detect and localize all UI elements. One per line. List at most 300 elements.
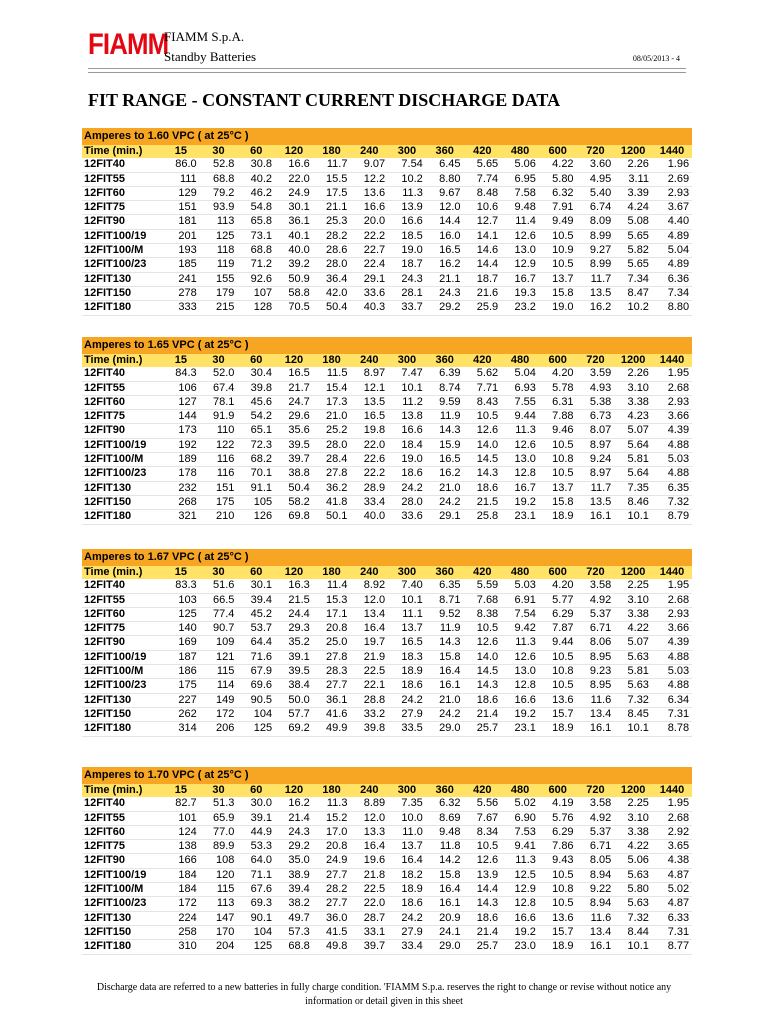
table-row [82, 797, 692, 811]
time-header-cell: 480 [501, 784, 539, 797]
current-value: 10.8 [539, 665, 577, 679]
battery-model: 12FIT130 [82, 481, 162, 495]
table-row [82, 636, 692, 650]
time-header-cell: 240 [350, 784, 388, 797]
current-value: 5.80 [614, 883, 652, 897]
current-value: 15.8 [426, 650, 464, 664]
battery-model: 12FIT55 [82, 172, 162, 186]
current-value: 50.9 [275, 272, 313, 286]
current-value: 38.2 [275, 897, 313, 911]
current-value: 21.6 [464, 286, 502, 300]
current-value: 113 [200, 897, 238, 911]
current-value: 7.68 [464, 593, 502, 607]
current-value: 45.2 [237, 607, 275, 621]
time-header-cell: 180 [313, 784, 351, 797]
current-value: 232 [162, 481, 200, 495]
current-value: 201 [162, 229, 200, 243]
current-value: 30.0 [237, 797, 275, 811]
current-value: 10.2 [614, 301, 652, 315]
time-label: Time (min.) [82, 784, 162, 797]
current-value: 10.8 [539, 883, 577, 897]
current-value: 11.3 [388, 186, 426, 200]
current-value: 27.9 [388, 925, 426, 939]
current-value: 15.8 [539, 286, 577, 300]
current-value: 10.2 [388, 172, 426, 186]
current-value: 9.52 [426, 607, 464, 621]
current-value: 6.36 [652, 272, 692, 286]
current-value: 2.92 [652, 825, 692, 839]
current-value: 5.56 [464, 797, 502, 811]
current-value: 22.4 [350, 258, 388, 272]
current-value: 16.6 [350, 201, 388, 215]
current-value: 7.67 [464, 811, 502, 825]
table-row [82, 897, 692, 911]
current-value: 4.39 [652, 636, 692, 650]
current-value: 5.65 [464, 158, 502, 172]
current-value: 8.79 [652, 510, 692, 524]
time-header-cell: 15 [162, 145, 200, 158]
current-value: 321 [162, 510, 200, 524]
current-value: 22.1 [350, 679, 388, 693]
time-header-cell: 60 [237, 784, 275, 797]
current-value: 178 [162, 467, 200, 481]
current-value: 28.9 [350, 481, 388, 495]
current-value: 65.1 [237, 424, 275, 438]
current-value: 144 [162, 410, 200, 424]
time-header-cell: 1200 [614, 145, 652, 158]
time-header-cell: 180 [313, 566, 351, 579]
current-value: 16.1 [577, 722, 615, 736]
time-header-cell: 180 [313, 354, 351, 367]
time-label: Time (min.) [82, 145, 162, 158]
header-rule-top [88, 68, 686, 69]
current-value: 92.6 [237, 272, 275, 286]
battery-model: 12FIT55 [82, 593, 162, 607]
current-value: 5.38 [577, 395, 615, 409]
current-value: 17.1 [313, 607, 351, 621]
current-value: 3.10 [614, 593, 652, 607]
current-value: 10.9 [539, 244, 577, 258]
current-value: 1.95 [652, 367, 692, 381]
current-value: 64.0 [237, 854, 275, 868]
current-value: 4.89 [652, 258, 692, 272]
current-value: 2.25 [614, 797, 652, 811]
time-header-cell: 600 [539, 145, 577, 158]
current-value: 5.02 [501, 797, 539, 811]
current-value: 179 [200, 286, 238, 300]
current-value: 8.80 [652, 301, 692, 315]
time-header-cell: 360 [426, 784, 464, 797]
current-value: 4.38 [652, 854, 692, 868]
time-header-cell: 300 [388, 566, 426, 579]
current-value: 13.4 [577, 925, 615, 939]
current-value: 58.2 [275, 495, 313, 509]
current-value: 8.80 [426, 172, 464, 186]
current-value: 115 [200, 883, 238, 897]
current-value: 24.3 [426, 286, 464, 300]
current-value: 91.1 [237, 481, 275, 495]
current-value: 12.1 [350, 381, 388, 395]
current-value: 5.04 [652, 244, 692, 258]
current-value: 69.3 [237, 897, 275, 911]
current-value: 33.6 [388, 510, 426, 524]
time-header-cell: 1200 [614, 566, 652, 579]
current-value: 5.03 [652, 665, 692, 679]
battery-model: 12FIT180 [82, 301, 162, 315]
current-value: 8.06 [577, 636, 615, 650]
current-value: 50.4 [275, 481, 313, 495]
current-value: 7.88 [539, 410, 577, 424]
current-value: 25.7 [464, 722, 502, 736]
current-value: 39.7 [275, 453, 313, 467]
time-header-row [82, 566, 692, 579]
current-value: 14.4 [464, 883, 502, 897]
current-value: 12.5 [501, 868, 539, 882]
current-value: 70.5 [275, 301, 313, 315]
current-value: 6.31 [539, 395, 577, 409]
current-value: 67.9 [237, 665, 275, 679]
current-value: 14.2 [426, 854, 464, 868]
current-value: 8.47 [614, 286, 652, 300]
current-value: 8.48 [464, 186, 502, 200]
current-value: 16.5 [426, 453, 464, 467]
current-value: 12.0 [350, 593, 388, 607]
current-value: 19.2 [501, 495, 539, 509]
current-value: 2.68 [652, 381, 692, 395]
current-value: 124 [162, 825, 200, 839]
current-value: 105 [237, 495, 275, 509]
header-rule-bottom [88, 72, 686, 73]
current-value: 7.54 [501, 607, 539, 621]
current-value: 68.2 [237, 453, 275, 467]
current-value: 68.8 [200, 172, 238, 186]
current-value: 4.87 [652, 897, 692, 911]
current-value: 41.8 [313, 495, 351, 509]
current-value: 13.4 [577, 707, 615, 721]
current-value: 5.07 [614, 636, 652, 650]
current-value: 22.2 [350, 229, 388, 243]
current-value: 4.88 [652, 438, 692, 452]
current-value: 33.4 [388, 940, 426, 954]
current-value: 15.8 [539, 495, 577, 509]
current-value: 149 [200, 693, 238, 707]
battery-model: 12FIT90 [82, 215, 162, 229]
current-value: 28.8 [350, 693, 388, 707]
current-value: 71.2 [237, 258, 275, 272]
current-value: 13.6 [539, 693, 577, 707]
current-value: 125 [237, 940, 275, 954]
current-value: 16.5 [350, 410, 388, 424]
current-value: 7.31 [652, 925, 692, 939]
current-value: 28.0 [388, 495, 426, 509]
current-value: 103 [162, 593, 200, 607]
current-value: 5.07 [614, 424, 652, 438]
current-value: 9.41 [501, 840, 539, 854]
current-value: 258 [162, 925, 200, 939]
current-value: 4.24 [614, 201, 652, 215]
current-value: 2.69 [652, 172, 692, 186]
battery-model: 12FIT90 [82, 854, 162, 868]
time-header-cell: 360 [426, 566, 464, 579]
current-value: 6.29 [539, 607, 577, 621]
current-value: 17.3 [313, 395, 351, 409]
current-value: 10.5 [539, 438, 577, 452]
table-row [82, 438, 692, 452]
current-value: 18.6 [388, 679, 426, 693]
current-value: 16.6 [275, 158, 313, 172]
time-header-cell: 30 [200, 354, 238, 367]
current-value: 57.3 [275, 925, 313, 939]
table-row [82, 381, 692, 395]
current-value: 11.3 [313, 797, 351, 811]
table-row [82, 215, 692, 229]
current-value: 10.5 [539, 229, 577, 243]
current-value: 172 [200, 707, 238, 721]
current-value: 39.8 [350, 722, 388, 736]
current-value: 4.22 [539, 158, 577, 172]
current-value: 25.8 [464, 510, 502, 524]
battery-model: 12FIT40 [82, 367, 162, 381]
current-value: 11.3 [501, 636, 539, 650]
current-value: 90.1 [237, 911, 275, 925]
current-value: 23.1 [501, 510, 539, 524]
table-row [82, 510, 692, 524]
battery-model: 12FIT100/19 [82, 229, 162, 243]
current-value: 6.74 [577, 201, 615, 215]
current-value: 206 [200, 722, 238, 736]
current-value: 27.7 [313, 897, 351, 911]
current-value: 16.5 [388, 636, 426, 650]
current-value: 27.7 [313, 679, 351, 693]
current-value: 44.9 [237, 825, 275, 839]
current-value: 24.3 [275, 825, 313, 839]
current-value: 14.1 [464, 229, 502, 243]
current-value: 16.4 [350, 622, 388, 636]
current-value: 151 [200, 481, 238, 495]
table-row [82, 481, 692, 495]
current-value: 1.95 [652, 797, 692, 811]
current-value: 8.97 [350, 367, 388, 381]
time-header-cell: 1440 [652, 145, 692, 158]
battery-model: 12FIT150 [82, 925, 162, 939]
current-value: 24.2 [388, 481, 426, 495]
current-value: 5.63 [614, 897, 652, 911]
current-value: 2.26 [614, 367, 652, 381]
current-value: 28.6 [313, 244, 351, 258]
current-value: 18.9 [539, 510, 577, 524]
current-value: 115 [200, 665, 238, 679]
table-row [82, 925, 692, 939]
current-value: 13.7 [388, 622, 426, 636]
current-value: 6.71 [577, 840, 615, 854]
company-name: FIAMM S.p.A. [164, 29, 245, 44]
current-value: 36.1 [313, 693, 351, 707]
current-value: 21.9 [350, 650, 388, 664]
current-value: 5.37 [577, 825, 615, 839]
current-value: 24.2 [388, 911, 426, 925]
footer-line-1: Discharge data are referred to a new batteries in fully charge condition. 'FIAMM S.p.a. reserves the right to change or revise without notice any [96, 982, 672, 993]
current-value: 10.1 [614, 722, 652, 736]
current-value: 7.86 [539, 840, 577, 854]
time-header-cell: 600 [539, 784, 577, 797]
current-value: 138 [162, 840, 200, 854]
current-value: 18.6 [464, 693, 502, 707]
current-value: 8.44 [614, 925, 652, 939]
current-value: 8.34 [464, 825, 502, 839]
battery-model: 12FIT100/23 [82, 897, 162, 911]
current-value: 57.7 [275, 707, 313, 721]
current-value: 5.64 [614, 438, 652, 452]
table-heading-row [82, 767, 692, 784]
current-value: 58.8 [275, 286, 313, 300]
current-value: 113 [200, 215, 238, 229]
current-value: 35.2 [275, 636, 313, 650]
current-value: 49.8 [313, 940, 351, 954]
current-value: 2.68 [652, 593, 692, 607]
current-value: 29.1 [426, 510, 464, 524]
current-value: 3.38 [614, 607, 652, 621]
current-value: 51.6 [200, 579, 238, 593]
current-value: 5.04 [501, 367, 539, 381]
current-value: 6.45 [426, 158, 464, 172]
time-header-cell: 720 [577, 145, 615, 158]
table-row [82, 244, 692, 258]
time-header-cell: 480 [501, 354, 539, 367]
discharge-table-2 [82, 337, 692, 525]
time-header-cell: 1200 [614, 784, 652, 797]
current-value: 16.1 [426, 679, 464, 693]
current-value: 16.4 [426, 883, 464, 897]
current-value: 193 [162, 244, 200, 258]
current-value: 4.20 [539, 367, 577, 381]
current-value: 8.38 [464, 607, 502, 621]
current-value: 14.0 [464, 438, 502, 452]
current-value: 20.9 [426, 911, 464, 925]
current-value: 268 [162, 495, 200, 509]
current-value: 17.5 [313, 186, 351, 200]
current-value: 7.53 [501, 825, 539, 839]
battery-model: 12FIT40 [82, 158, 162, 172]
current-value: 29.0 [426, 940, 464, 954]
current-value: 9.27 [577, 244, 615, 258]
table-row [82, 679, 692, 693]
current-value: 42.0 [313, 286, 351, 300]
current-value: 10.1 [388, 381, 426, 395]
current-value: 5.65 [614, 229, 652, 243]
current-value: 10.5 [464, 622, 502, 636]
battery-model: 12FIT75 [82, 410, 162, 424]
current-value: 6.35 [426, 579, 464, 593]
current-value: 9.67 [426, 186, 464, 200]
current-value: 6.39 [426, 367, 464, 381]
current-value: 36.2 [313, 481, 351, 495]
time-header-cell: 600 [539, 566, 577, 579]
current-value: 13.7 [539, 272, 577, 286]
current-value: 41.5 [313, 925, 351, 939]
current-value: 27.8 [313, 467, 351, 481]
current-value: 5.77 [539, 593, 577, 607]
current-value: 170 [200, 925, 238, 939]
current-value: 175 [200, 495, 238, 509]
current-value: 27.9 [388, 707, 426, 721]
current-value: 8.45 [614, 707, 652, 721]
current-value: 16.1 [426, 897, 464, 911]
current-value: 3.10 [614, 381, 652, 395]
current-value: 40.3 [350, 301, 388, 315]
current-value: 29.2 [426, 301, 464, 315]
current-value: 12.8 [501, 467, 539, 481]
time-header-cell: 60 [237, 354, 275, 367]
current-value: 82.7 [162, 797, 200, 811]
current-value: 125 [237, 722, 275, 736]
current-value: 12.8 [501, 679, 539, 693]
current-value: 13.0 [501, 244, 539, 258]
current-value: 90.5 [237, 693, 275, 707]
battery-model: 12FIT40 [82, 797, 162, 811]
current-value: 18.5 [388, 229, 426, 243]
time-header-cell: 240 [350, 145, 388, 158]
current-value: 21.4 [464, 925, 502, 939]
current-value: 4.93 [577, 381, 615, 395]
current-value: 36.4 [313, 272, 351, 286]
current-value: 39.4 [237, 593, 275, 607]
current-value: 14.3 [464, 679, 502, 693]
current-value: 18.2 [388, 868, 426, 882]
current-value: 13.9 [388, 201, 426, 215]
current-value: 18.7 [388, 258, 426, 272]
current-value: 15.8 [426, 868, 464, 882]
current-value: 11.6 [577, 911, 615, 925]
table-row [82, 186, 692, 200]
current-value: 118 [200, 244, 238, 258]
current-value: 16.5 [426, 244, 464, 258]
current-value: 4.88 [652, 650, 692, 664]
time-header-cell: 120 [275, 354, 313, 367]
table-row [82, 410, 692, 424]
table-row [82, 940, 692, 954]
current-value: 8.97 [577, 467, 615, 481]
current-value: 114 [200, 679, 238, 693]
current-value: 7.32 [652, 495, 692, 509]
current-value: 38.4 [275, 679, 313, 693]
current-value: 21.8 [350, 868, 388, 882]
current-value: 16.6 [388, 215, 426, 229]
current-value: 11.4 [313, 579, 351, 593]
current-value: 67.4 [200, 381, 238, 395]
current-value: 204 [200, 940, 238, 954]
current-value: 3.11 [614, 172, 652, 186]
current-value: 147 [200, 911, 238, 925]
current-value: 4.23 [614, 410, 652, 424]
current-value: 30.8 [237, 158, 275, 172]
current-value: 30.1 [275, 201, 313, 215]
table-row [82, 607, 692, 621]
time-header-cell: 600 [539, 354, 577, 367]
current-value: 6.90 [501, 811, 539, 825]
current-value: 4.92 [577, 811, 615, 825]
current-value: 4.19 [539, 797, 577, 811]
current-value: 89.9 [200, 840, 238, 854]
current-value: 40.0 [350, 510, 388, 524]
time-header-cell: 360 [426, 145, 464, 158]
current-value: 6.34 [652, 693, 692, 707]
current-value: 4.92 [577, 593, 615, 607]
battery-model: 12FIT130 [82, 911, 162, 925]
current-value: 9.46 [539, 424, 577, 438]
current-value: 40.2 [237, 172, 275, 186]
current-value: 51.3 [200, 797, 238, 811]
current-value: 78.1 [200, 395, 238, 409]
